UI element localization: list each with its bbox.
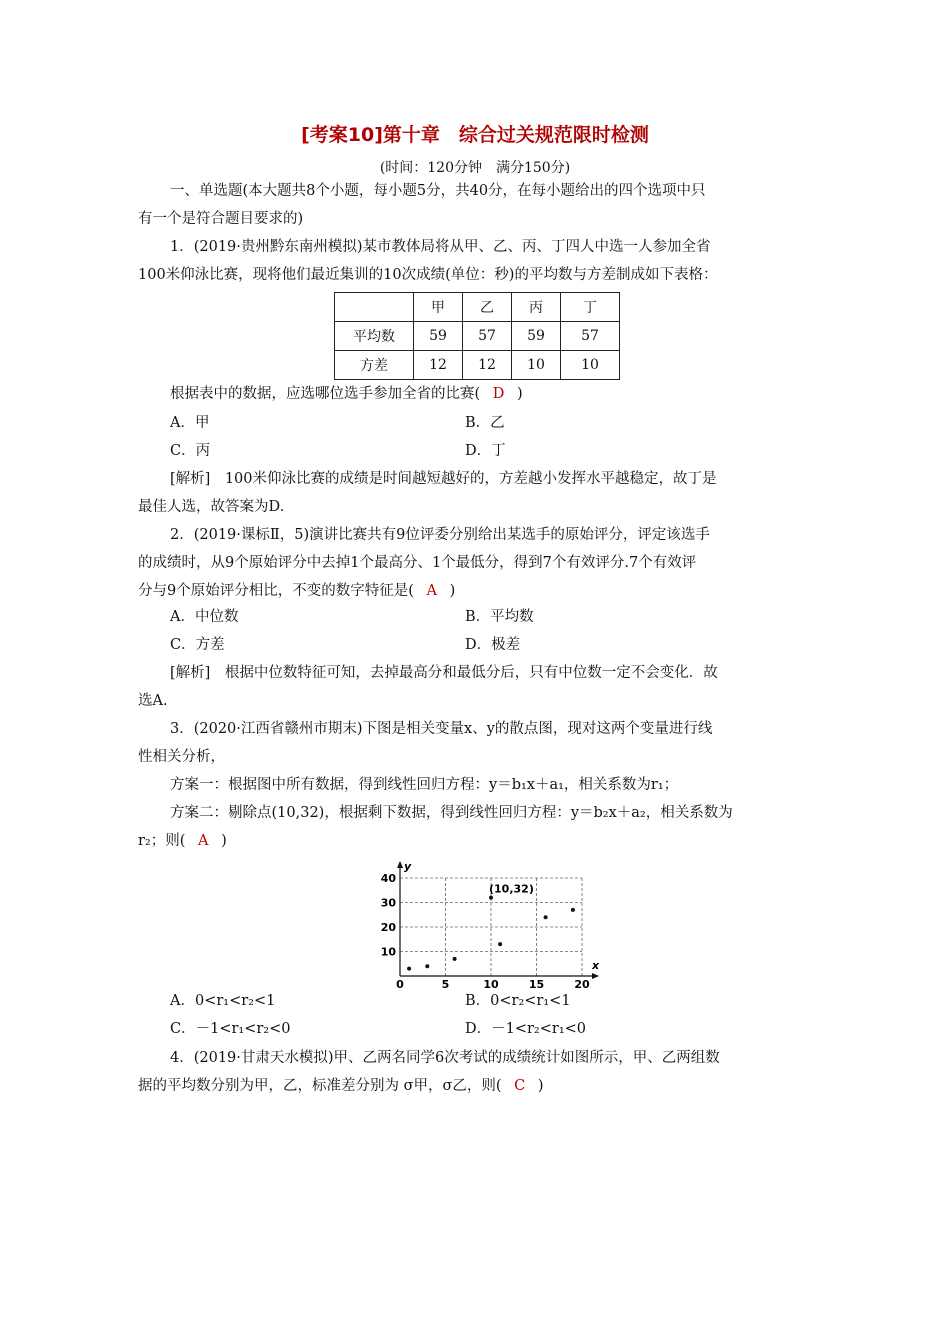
question-2-stem: 2．(2019·课标Ⅱ，5)演讲比赛共有9位评委分别给出某选手的原始评分，评定该选手 bbox=[170, 527, 710, 543]
table-cell: 57 bbox=[561, 322, 620, 351]
x-tick-label: 5 bbox=[441, 978, 450, 991]
table-cell: 10 bbox=[512, 351, 561, 380]
prompt-close: ) bbox=[449, 583, 456, 599]
x-axis-arrow-icon bbox=[592, 973, 599, 979]
plan-two: 方案二：剔除点(10,32)，根据剩下数据，得到线性回归方程：y＝b₂x＋a₂，相关系数为 bbox=[170, 805, 733, 821]
question-2-analysis-cont: 选A. bbox=[138, 693, 168, 709]
data-point bbox=[425, 964, 429, 968]
prompt-text: 据的平均数分别为甲，乙，标准差分别为 σ甲，σ乙，则( bbox=[138, 1078, 502, 1094]
y-tick-label: 10 bbox=[380, 945, 396, 959]
option-d: D．丁 bbox=[465, 443, 506, 459]
option-a: A．甲 bbox=[170, 415, 210, 431]
x-axis-label: x bbox=[592, 959, 600, 972]
question-4-prompt bbox=[138, 1076, 544, 1096]
question-1-analysis-cont: 最佳人选，故答案为D. bbox=[138, 499, 285, 515]
table-cell: 平均数 bbox=[335, 322, 414, 351]
option-c: C．方差 bbox=[170, 637, 225, 653]
option-b: B．乙 bbox=[465, 415, 505, 431]
data-point bbox=[544, 915, 548, 919]
question-1-stem: 1．(2019·贵州黔东南州模拟)某市教体局将从甲、乙、丙、丁四人中选一人参加全省 bbox=[170, 239, 711, 255]
data-point bbox=[571, 908, 575, 912]
prompt-close: ) bbox=[517, 386, 523, 402]
question-2-prompt bbox=[138, 581, 455, 601]
table-row bbox=[335, 351, 620, 380]
table-row bbox=[335, 322, 620, 351]
prompt-text: r₂；则( bbox=[138, 833, 186, 849]
scatter-plot bbox=[370, 856, 610, 991]
section-heading: 一、单选题(本大题共8个小题，每小题5分，共40分，在每小题给出的四个选项中只 bbox=[170, 183, 706, 199]
table-cell: 丙 bbox=[512, 293, 561, 322]
table-cell: 方差 bbox=[335, 351, 414, 380]
exam-time-info: (时间：120分钟 满分150分) bbox=[379, 160, 571, 176]
prompt-text: 分与9个原始评分相比，不变的数字特征是( bbox=[138, 583, 414, 599]
plan-one: 方案一：根据图中所有数据，得到线性回归方程：y＝b₁x＋a₁，相关系数为r₁； bbox=[170, 777, 679, 793]
option-c: C．－1<r₁<r₂<0 bbox=[170, 1021, 291, 1037]
prompt-close: ) bbox=[221, 833, 227, 849]
y-axis-arrow-icon bbox=[397, 861, 403, 868]
table-cell: 乙 bbox=[463, 293, 512, 322]
option-a: A．0<r₁<r₂<1 bbox=[170, 993, 276, 1009]
x-tick-label: 10 bbox=[483, 978, 499, 991]
table-cell: 59 bbox=[414, 322, 463, 351]
question-2-stem-cont: 的成绩时，从9个原始评分中去掉1个最高分、1个最低分，得到7个有效评分.7个有效评 bbox=[138, 555, 697, 571]
data-point bbox=[498, 942, 502, 946]
table-cell: 12 bbox=[414, 351, 463, 380]
axes bbox=[397, 861, 599, 979]
question-2-analysis: [解析] 根据中位数特征可知，去掉最高分和最低分后，只有中位数一定不会变化．故 bbox=[170, 665, 718, 681]
answer: A bbox=[198, 833, 209, 849]
y-tick-label: 40 bbox=[380, 872, 396, 885]
prompt-close: ) bbox=[537, 1078, 544, 1094]
x-tick-label: 20 bbox=[574, 978, 590, 991]
table-header-row bbox=[335, 293, 620, 322]
prompt-text: 根据表中的数据，应选哪位选手参加全省的比赛( bbox=[170, 386, 481, 402]
answer: D bbox=[492, 386, 505, 402]
data-point bbox=[489, 896, 493, 900]
y-tick-label: 30 bbox=[380, 896, 396, 910]
table-cell bbox=[335, 293, 414, 322]
x-tick-label: 15 bbox=[528, 978, 545, 991]
page-title: [考案10]第十章 综合过关规范限时检测 bbox=[301, 124, 649, 146]
data-point bbox=[407, 967, 411, 971]
table-cell: 12 bbox=[463, 351, 512, 380]
question-4-stem: 4．(2019·甘肃天水模拟)甲、乙两名同学6次考试的成绩统计如图所示，甲、乙两组数 bbox=[170, 1050, 720, 1066]
section-heading-cont: 有一个是符合题目要求的) bbox=[138, 211, 304, 227]
y-tick-label: 20 bbox=[380, 921, 396, 934]
data-point bbox=[453, 957, 457, 961]
answer: C bbox=[514, 1078, 526, 1094]
x-tick-label: 0 bbox=[396, 978, 404, 991]
option-c: C．丙 bbox=[170, 443, 211, 459]
question-1-prompt bbox=[170, 384, 523, 404]
question-1-stem-cont: 100米仰泳比赛，现将他们最近集训的10次成绩(单位：秒)的平均数与方差制成如下表格： bbox=[138, 267, 718, 283]
table-cell: 甲 bbox=[414, 293, 463, 322]
table-cell: 57 bbox=[463, 322, 512, 351]
question-3-prompt bbox=[138, 831, 227, 851]
question-3-stem: 3．(2020·江西省赣州市期末)下图是相关变量x、y的散点图，现对这两个变量进行线 bbox=[170, 721, 713, 737]
scores-table bbox=[334, 292, 620, 380]
option-a: A．中位数 bbox=[170, 609, 239, 625]
table-cell: 10 bbox=[561, 351, 620, 380]
y-axis-label: y bbox=[404, 860, 412, 873]
option-d: D．极差 bbox=[465, 637, 521, 653]
table-cell: 59 bbox=[512, 322, 561, 351]
option-b: B．平均数 bbox=[465, 609, 534, 625]
point-annotation: (10,32) bbox=[489, 882, 534, 896]
option-d: D．－1<r₂<r₁<0 bbox=[465, 1021, 587, 1037]
question-3-stem-cont: 性相关分析， bbox=[138, 749, 225, 765]
question-1-analysis: [解析] 100米仰泳比赛的成绩是时间越短越好的，方差越小发挥水平越稳定，故丁是 bbox=[170, 471, 717, 487]
option-b: B．0<r₂<r₁<1 bbox=[465, 993, 571, 1009]
answer: A bbox=[426, 583, 437, 599]
table-cell: 丁 bbox=[561, 293, 620, 322]
